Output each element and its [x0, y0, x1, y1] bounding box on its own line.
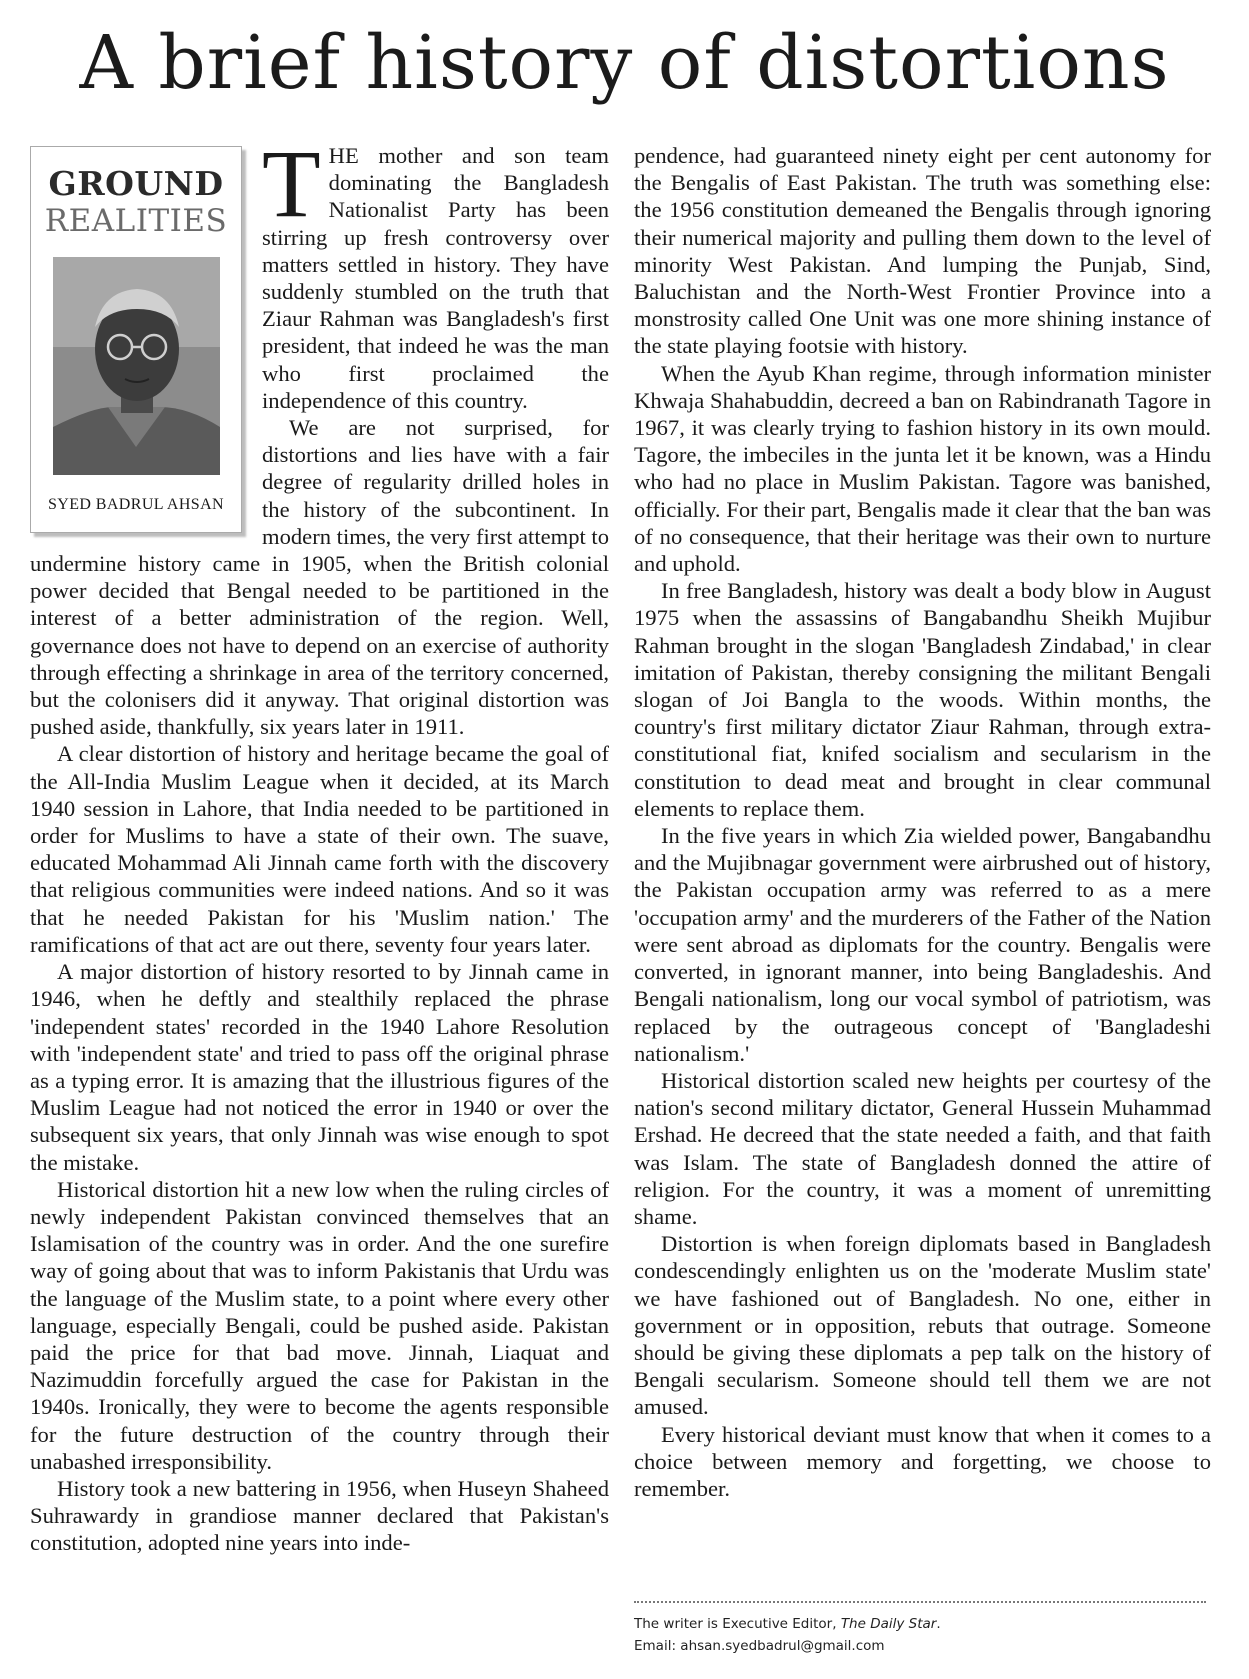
author-email: Email: ahsan.syedbadrul@gmail.com: [634, 1638, 885, 1654]
body-paragraph: A major distortion of history resorted to by Jinnah came in 1946, when he deftly and stealthily replaced the phrase 'independent states' recorded in the 1940 Lahore Resolution with 'independent state' and tried to pass off the original phrase as a typing error. It is amazing that the illustrious figures of the Muslim League had not noticed the error in 1940 or over the subsequent six years, that only Jinnah was wise enough to spot the mistake.: [30, 959, 609, 1175]
credit-suffix: .: [936, 1616, 941, 1632]
body-paragraph: Historical distortion hit a new low when the ruling circles of newly independent Pakistan convinced themselves that an Islamisation of the country was in order. And the one surefire way of going about that was to inform Pakistanis that Urdu was the language of the Muslim state, to a point where every other language, especially Bengali, could be pushed aside. Pakistan paid the price for that bad move. Jinnah, Liaquat and Nazimuddin forcefully argued the case for Pakistan in the 1940s. Ironically, they were to become the agents responsible for the future destruction of the country through their unabashed irresponsibility.: [30, 1176, 609, 1474]
body-paragraph: A clear distortion of history and heritage became the goal of the All-India Muslim League when it decided, at its March 1940 session in Lahore, that India needed to be partitioned in order for Muslims to have a state of their own. The suave, educated Mohammad Ali Jinnah came forth with the discovery that religious communities were indeed nations. And so it was that he needed Pakistan for his 'Muslim nation.' The ramifications of that act are out there, seventy four years later.: [30, 741, 609, 957]
headline: A brief history of distortions: [79, 20, 1170, 106]
credit-prefix: The writer is Executive Editor,: [634, 1616, 841, 1632]
body-paragraph: We are not surprised, for distortions and lies have with a fair degree of regularity drilled holes in the history of the subcontinent. In modern times, the very first attempt to undermine history came in 1905, when the British colonial power decided that Bengal needed to be partitioned in the interest of a better administration of the region. Well, governance does not have to depend on an exercise of authority through effecting a shrinkage in area of the territory concerned, but the colonisers did it anyway. That original distortion was pushed aside, thankfully, six years later in 1911.: [30, 415, 609, 740]
column-name-line1: GROUND: [48, 164, 224, 203]
body-paragraph: Historical distortion scaled new heights per courtesy of the nation's second military dictator, General Hussein Muhammad Ershad. He decreed that the state needed a faith, and that faith was Islam. The state of Bangladesh donned the attire of religion. For the country, it was a moment of unremitting shame.: [634, 1067, 1211, 1229]
body-paragraph: In free Bangladesh, history was dealt a body blow in August 1975 when the assassins of Bangabandhu Sheikh Mujibur Rahman brought in the slogan 'Bangladesh Zindabad,' in clear imitation of Pakistan, thereby consigning the militant Bengali slogan of Joi Bangla to the woods. Within months, the country's first military dictator Ziaur Rahman, through extra-constitutional fiat, knifed socialism and secularism in the constitution to dead meat and brought in clear communal elements to replace them.: [634, 578, 1211, 821]
left-column: [30, 142, 609, 1662]
lead-paragraph-text: HE mother and son team dominating the Bangladesh Nationalist Party has been stirring up fresh controversy over matters settled in history. They have suddenly stumbled on the truth that Ziaur Rahman was Bangladesh's first president, that indeed he was the man who first proclaimed the independence of this country.: [262, 143, 609, 413]
body-paragraph: Distortion is when foreign diplomats based in Bangladesh condescendingly enlighten us on the 'moderate Muslim state' we have fashioned out of Bangladesh. No one, either in government or in opposition, rebuts that outrage. Someone should be giving these diplomats a pep talk on the history of Bengali secularism. Someone should tell them we are not amused.: [634, 1231, 1211, 1420]
author-footnote: [634, 1601, 1206, 1657]
publication-name: The Daily Star: [840, 1616, 937, 1632]
author-name: SYED BADRUL AHSAN: [47, 496, 224, 513]
closing-paragraph: Every historical deviant must know that when it comes to a choice between memory and forgetting, we choose to remember.: [634, 1421, 1211, 1501]
author-portrait-photo: [53, 257, 220, 475]
dropcap-letter: T: [262, 142, 321, 237]
right-column: [634, 142, 1211, 1582]
body-paragraph-continuation: pendence, had guaranteed ninety eight per cent autonomy for the Bengalis of East Pakistan. The truth was something else: the 1956 constitution demeaned the Bengalis through ignoring their numerical majority and pulling them down to the level of minority West Pakistan. And lumping the Punjab, Sind, Baluchistan and the North-West Frontier Province into a monstrosity called One Unit was one more shining instance of the state playing footsie with history.: [634, 143, 1211, 359]
author-credit: [634, 1613, 1206, 1635]
body-paragraph: In the five years in which Zia wielded power, Bangabandhu and the Mujibnagar government were airbrushed out of history, the Pakistan occupation army was referred to as a mere 'occupation army' and the murderers of the Father of the Nation were sent abroad as diplomats for the country. Bengalis were converted, in ignorant manner, into being Bangladeshis. And Bengali nationalism, long our vocal symbol of patriotism, was replaced by the outrageous concept of 'Bangladeshi nationalism.': [634, 823, 1211, 1066]
body-paragraph: When the Ayub Khan regime, through information minister Khwaja Shahabuddin, decreed a ban on Rabindranath Tagore in 1967, it was clearly trying to fashion history in its own mould. Tagore, the imbeciles in the junta let it be known, was a Hindu who had no place in Muslim Pakistan. Tagore was banished, officially. For their part, Bengalis made it clear that the ban was of no consequence, that their heritage was their own to nurture and uphold.: [634, 360, 1211, 577]
column-name-line2: REALITIES: [44, 203, 228, 239]
body-paragraph-continued: History took a new battering in 1956, when Huseyn Shaheed Suhrawardy in grandiose manner declared that Pakistan's constitution, adopted nine years into inde-: [30, 1475, 609, 1556]
column-byline-box: [30, 146, 242, 533]
